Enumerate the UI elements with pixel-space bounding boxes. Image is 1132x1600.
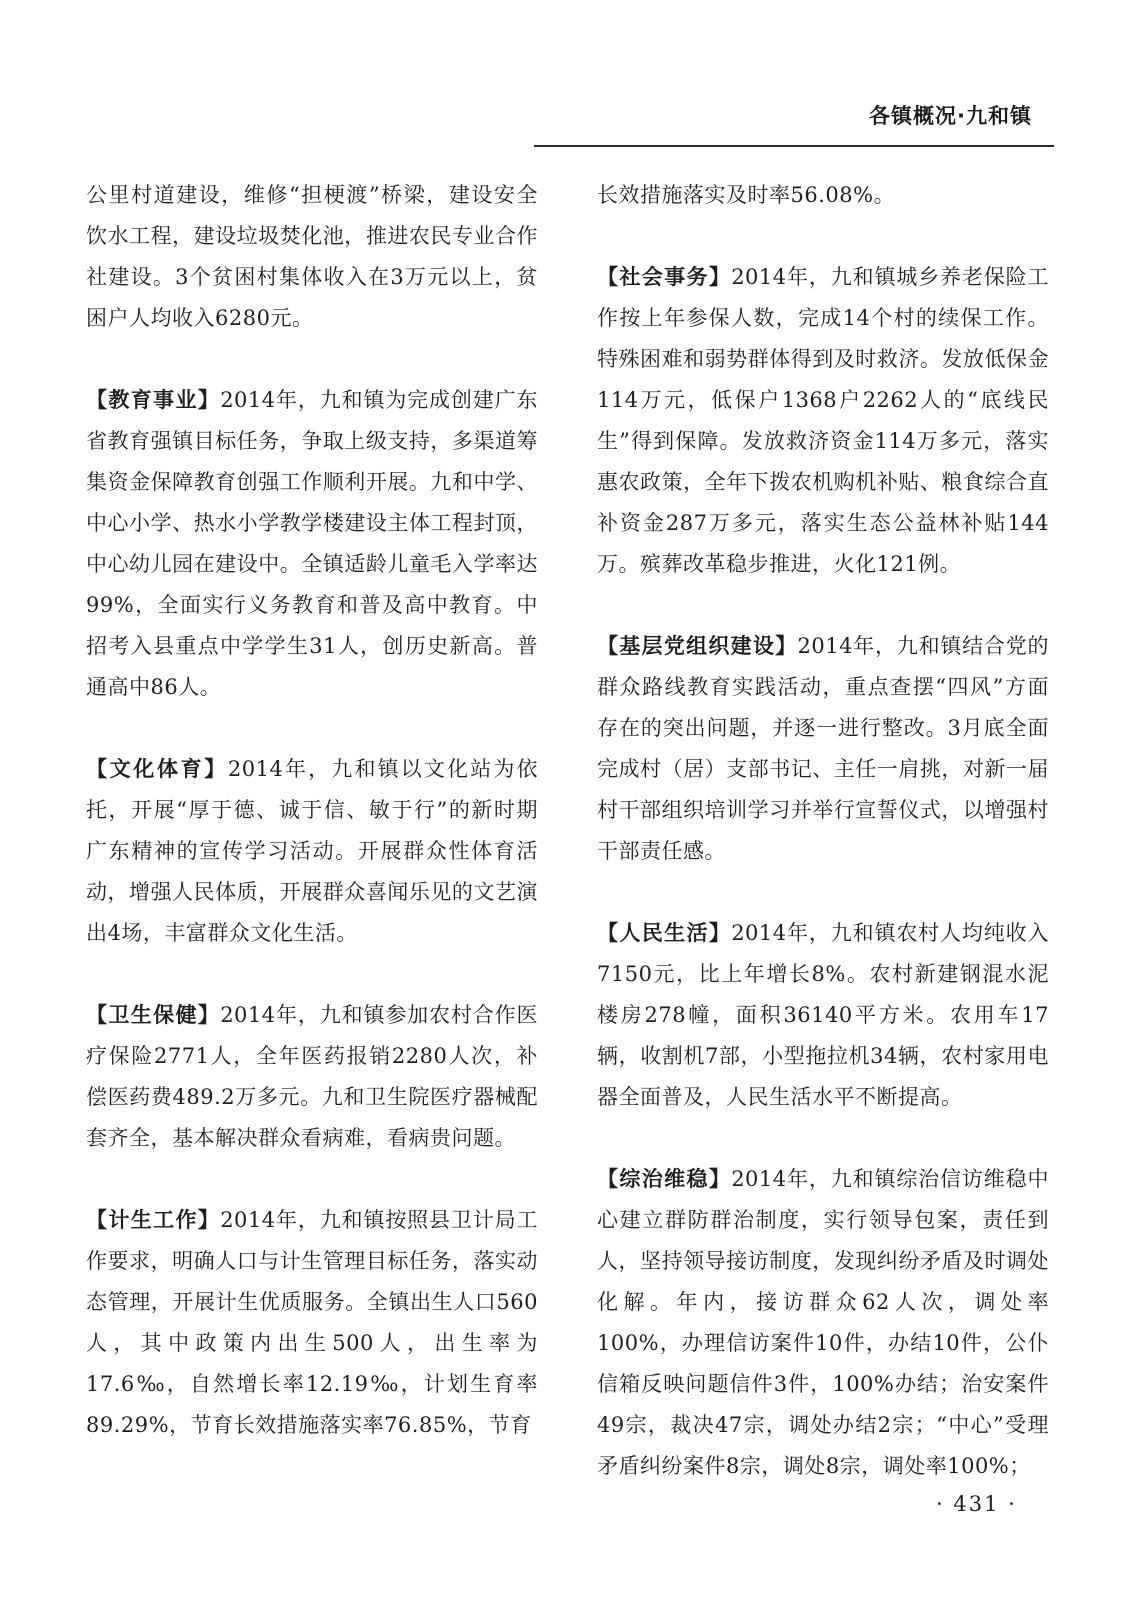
paragraph-text: 长效措施落实及时率56.08%。: [597, 183, 896, 207]
section-public-security: [597, 1159, 1049, 1487]
section-text: 2014年，九和镇按照县卫计局工作要求，明确人口与计生管理目标任务，落实动态管理，开展计生优质服务。全镇出生人口560人，其中政策内出生500人，出生率为17.6‰，自然增长率12.19‰，计划生育率89.29%，节育长效措施落实率76.85%，节育: [86, 1208, 538, 1437]
section-culture-sports: [86, 749, 538, 954]
section-family-planning: [86, 1200, 538, 1446]
section-title: 【文化体育】: [86, 757, 228, 781]
section-title: 【基层党组织建设】: [597, 634, 798, 658]
section-party-building: [597, 626, 1049, 872]
section-title: 【教育事业】: [86, 388, 221, 412]
section-title: 【社会事务】: [597, 265, 732, 289]
continuation-paragraph: [597, 175, 1049, 216]
section-education: [86, 380, 538, 708]
section-text: 2014年，九和镇为完成创建广东省教育强镇目标任务，争取上级支持，多渠道筹集资金保障教育创强工作顺利开展。九和中学、中心小学、热水小学教学楼建设主体工程封顶，中心幼儿园在建设中。全镇适龄儿童毛入学率达99%，全面实行义务教育和普及高中教育。中招考入县重点中学学生31人，创历史新高。普通高中86人。: [86, 388, 538, 699]
section-text: 2014年，九和镇结合党的群众路线教育实践活动，重点查摆“四风”方面存在的突出问题，并逐一进行整改。3月底全面完成村（居）支部书记、主任一肩挑，对新一届村干部组织培训学习并举行宣誓仪式，以增强村干部责任感。: [597, 634, 1049, 863]
section-text: 2014年，九和镇综治信访维稳中心建立群防群治制度，实行领导包案，责任到人，坚持领导接访制度，发现纠纷矛盾及时调处化解。年内，接访群众62人次，调处率100%，办理信访案件10件，办结10件，公仆信箱反映问题信件3件，100%办结；治安案件49宗，裁决47宗，调处办结2宗；“中心”受理矛盾纠纷案件8宗，调处8宗，调处率100%；: [597, 1167, 1049, 1478]
section-people-life: [597, 913, 1049, 1118]
page-number: · 431 ·: [936, 1492, 1017, 1516]
page-header: 各镇概况·九和镇: [869, 104, 1032, 128]
section-title: 【综治维稳】: [597, 1167, 732, 1191]
section-text: 2014年，九和镇城乡养老保险工作按上年参保人数，完成14个村的续保工作。特殊困难和弱势群体得到及时救济。发放低保金114万元，低保户1368户2262人的“底线民生”得到保障。发放救济资金114万多元，落实惠农政策，全年下拨农机购机补贴、粮食综合直补资金287万多元，落实生态公益林补贴144万。殡葬改革稳步推进，火化121例。: [597, 265, 1049, 576]
left-column: [86, 175, 538, 1487]
section-title: 【计生工作】: [86, 1208, 221, 1232]
section-title: 【卫生保健】: [86, 1003, 221, 1027]
section-text: 2014年，九和镇农村人均纯收入7150元，比上年增长8%。农村新建钢混水泥楼房278幢，面积36140平方米。农用车17辆，收割机7部，小型拖拉机34辆，农村家用电器全面普及，人民生活水平不断提高。: [597, 921, 1049, 1109]
right-column: [597, 175, 1049, 1528]
section-text: 2014年，九和镇以文化站为依托，开展“厚于德、诚于信、敏于行”的新时期广东精神的宣传学习活动。开展群众性体育活动，增强人民体质，开展群众喜闻乐见的文艺演出4场，丰富群众文化生活。: [86, 757, 538, 945]
section-text: 2014年，九和镇参加农村合作医疗保险2771人，全年医药报销2280人次，补偿医药费489.2万多元。九和卫生院医疗器械配套齐全，基本解决群众看病难，看病贵问题。: [86, 1003, 538, 1150]
continuation-paragraph: [86, 175, 538, 339]
header-rule: [534, 145, 1054, 147]
paragraph-text: 公里村道建设，维修“担梗渡”桥梁，建设安全饮水工程，建设垃圾焚化池，推进农民专业合作社建设。3个贫困村集体收入在3万元以上，贫困户人均收入6280元。: [86, 183, 538, 330]
section-title: 【人民生活】: [597, 921, 732, 945]
section-health: [86, 995, 538, 1159]
section-social-affairs: [597, 257, 1049, 585]
